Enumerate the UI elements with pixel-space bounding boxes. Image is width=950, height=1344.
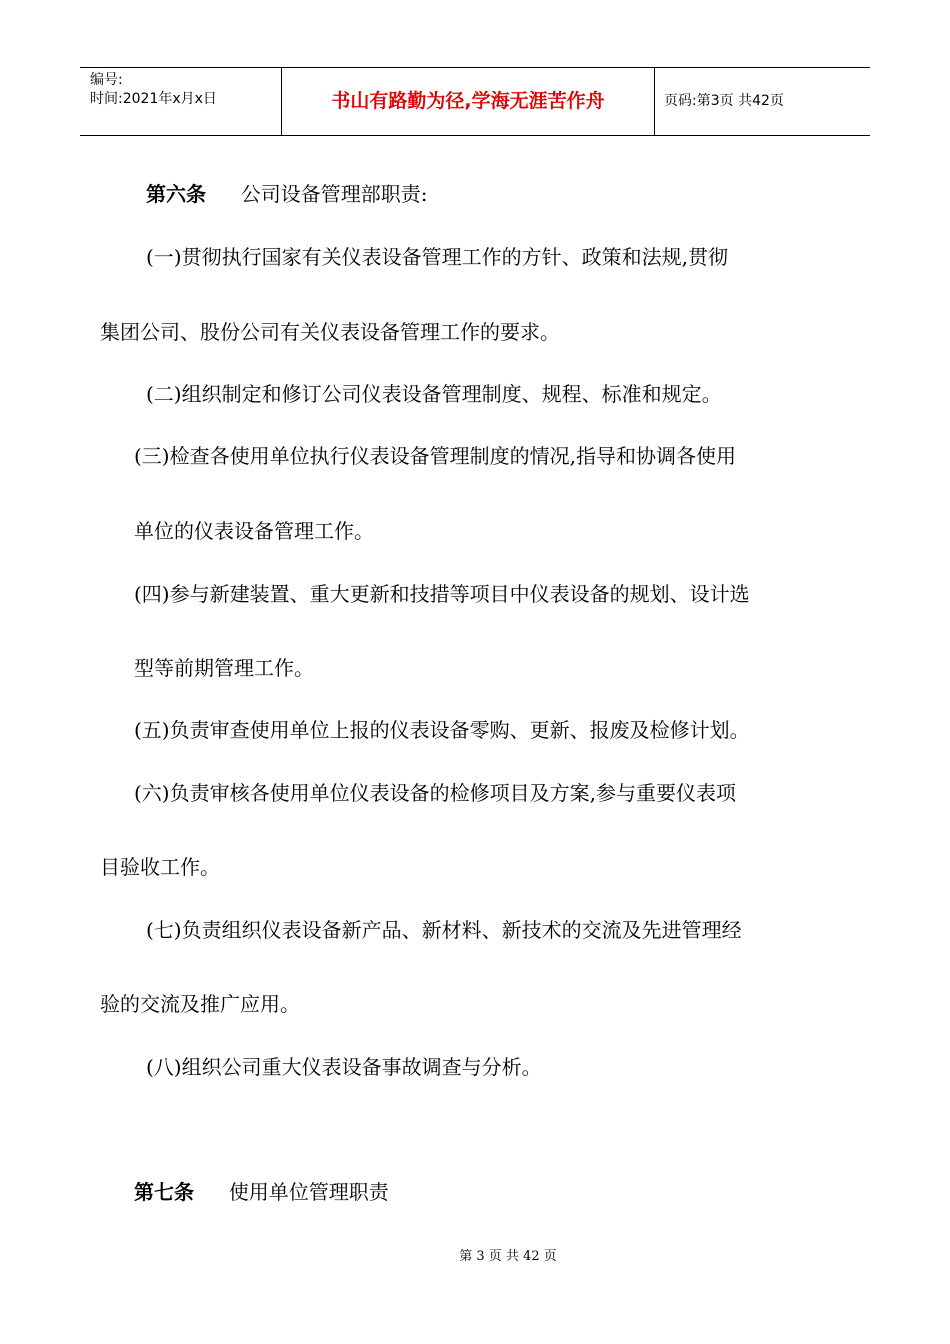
paragraph-line: 目验收工作。 <box>100 855 220 879</box>
header-page-code: 页码:第3页 共42页 <box>664 93 784 109</box>
paragraph-line: 单位的仪表设备管理工作。 <box>134 519 374 543</box>
article-6-heading-line <box>146 180 427 208</box>
paragraph-line: (六)负责审核各使用单位仪表设备的检修项目及方案,参与重要仪表项 <box>134 781 736 805</box>
paragraph-line: (二)组织制定和修订公司仪表设备管理制度、规程、标准和规定。 <box>146 382 722 406</box>
article-7-heading-line <box>134 1178 389 1206</box>
article-7-title: 第七条 <box>134 1180 194 1204</box>
paragraph-line: (八)组织公司重大仪表设备事故调查与分析。 <box>146 1055 542 1079</box>
paragraph-line: 集团公司、股份公司有关仪表设备管理工作的要求。 <box>100 320 560 344</box>
paragraph-line: 型等前期管理工作。 <box>134 656 314 680</box>
paragraph-line: (四)参与新建装置、重大更新和技措等项目中仪表设备的规划、设计选 <box>134 582 750 606</box>
document-time: 时间:2021年x月x日 <box>90 91 217 107</box>
paragraph-line: (一)贯彻执行国家有关仪表设备管理工作的方针、政策和法规,贯彻 <box>146 245 728 269</box>
paragraph-line: 验的交流及推广应用。 <box>100 992 300 1016</box>
header-meta-cell <box>80 68 282 135</box>
page-header <box>80 67 870 136</box>
page-footer: 第 3 页 共 42 页 <box>459 1249 557 1264</box>
document-number-label: 编号: <box>90 72 123 88</box>
header-motto: 书山有路勤为径,学海无涯苦作舟 <box>282 68 655 135</box>
paragraph-line: (五)负责审查使用单位上报的仪表设备零购、更新、报废及检修计划。 <box>134 718 750 742</box>
paragraph-line: (三)检查各使用单位执行仪表设备管理制度的情况,指导和协调各使用 <box>134 444 736 468</box>
article-6-heading: 公司设备管理部职责: <box>240 182 428 206</box>
article-7-heading: 使用单位管理职责 <box>228 1180 389 1204</box>
article-6-title: 第六条 <box>146 182 206 206</box>
paragraph-line: (七)负责组织仪表设备新产品、新材料、新技术的交流及先进管理经 <box>146 918 742 942</box>
